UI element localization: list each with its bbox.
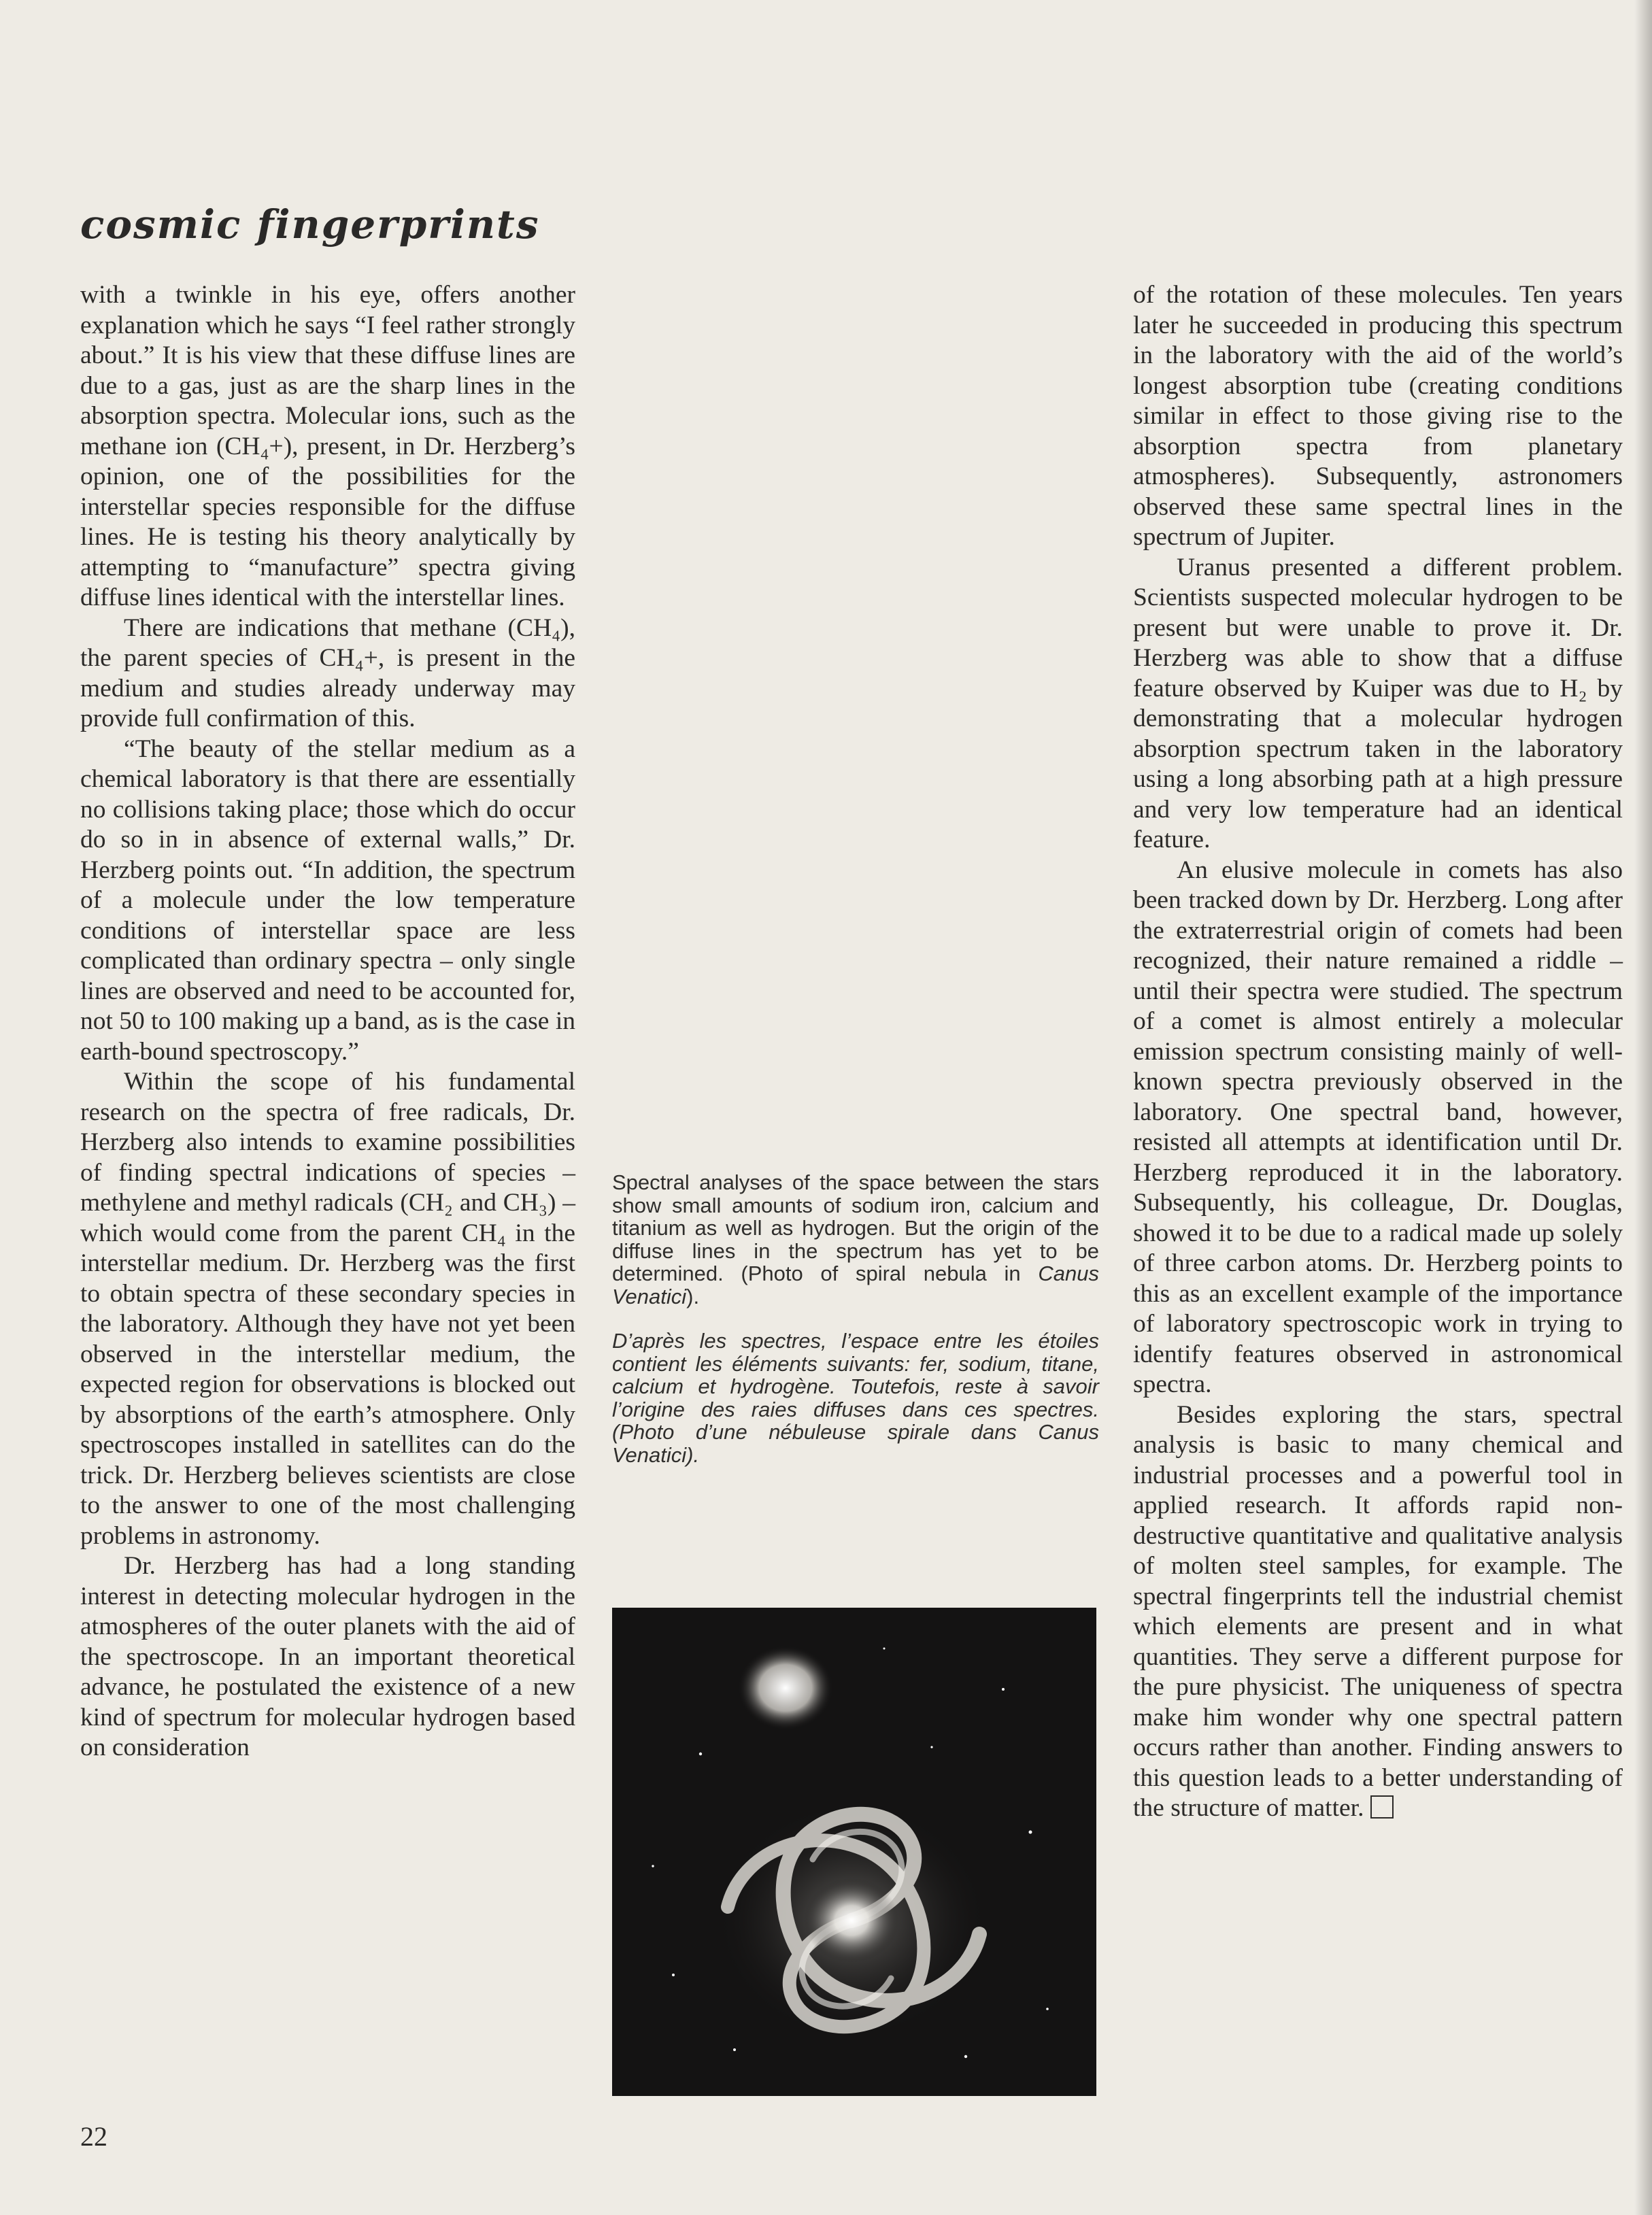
photo-caption-french <box>612 1330 1099 1466</box>
paragraph: Dr. Herzberg has had a long standing interest in detecting molecular hydrogen in the atmospheres of the outer planets with the aid of the spectroscope. In an important theoretical advance, he postulated the existence of a new kind of spectrum for molecular hydrogen based on consideration <box>80 1552 575 1761</box>
paragraph: There are indications that methane (CH₄), the parent species of CH₄+, is present in the medium and studies already underway may provide full confirmation of this. <box>80 613 575 732</box>
paragraph: of the rotation of these molecules. Ten years later he succeeded in producing this spectrum in the laboratory with the aid of the world’s longest absorption tube (creating conditions similar in effect to those giving rise to the absorption spectra from planetary atmospheres). Subsequently, astronomers observed these same spectral lines in the spectrum of Jupiter. <box>1133 281 1623 551</box>
caption-tail: ). <box>686 1284 700 1308</box>
running-header: cosmic fingerprints <box>80 201 540 248</box>
paragraph: Within the scope of his fundamental research on the spectra of free radicals, Dr. Herzberg also intends to examine possibilities of finding spectral indications of species – methylene and methyl radicals (CH₂ and CH₃) – which would come from the parent CH₄ in the interstellar medium. Dr. Herzberg was the first to obtain spectra of these secondary species in the laboratory. Although they have not yet been observed in the interstellar medium, the expected region for observations is blocked out by absorptions of the earth’s atmosphere. Only spectroscopes installed in satellites can do the trick. Dr. Herzberg believes scientists are close to the answer to one of the most challenging problems in astronomy. <box>80 1068 575 1550</box>
paragraph: with a twinkle in his eye, offers another explanation which he says “I feel rather strongly about.” It is his view that these diffuse lines are due to a gas, just as are the sharp lines in the absorption spectra. Molecular ions, such as the methane ion (CH₄+), present, in Dr. Herzberg’s opinion, one of the possibilities for the interstellar species responsible for the diffuse lines. He is testing his theory analytically by attempting to “manufacture” spectra giving diffuse lines identical with the interstellar lines. <box>80 281 575 611</box>
spiral-nebula-photo <box>612 1608 1096 2096</box>
page-number: 22 <box>80 2121 107 2152</box>
paragraph-text: Besides exploring the stars, spectral analysis is basic to many chemical and industrial processes and a powerful tool in applied research. It affords rapid non-destructive quantitative and qualitative analysis of molten steel samples, for example. The spectral fingerprints tell the industrial chemist which elements are present and in what quantities. They serve a different purpose for the pure physicist. The uniqueness of spectra make him wonder why one spectral pattern occurs rather than another. Finding answers to this question leads to a better understanding of the structure of matter. <box>1133 1400 1623 1822</box>
paragraph: “The beauty of the stellar medium as a chemical laboratory is that there are essentially no collisions taking place; those which do occur do so in in absence of external walls,” Dr. Herzberg points out. “In addition, the spectrum of a molecule under the low temperature conditions of interstellar space are less complicated than ordinary spectra – only single lines are observed and need to be accounted for, not 50 to 100 making up a band, as is the case in earth-bound spectroscopy.” <box>80 734 575 1066</box>
caption-text-fr: D’après les spectres, l’espace entre les étoiles contient les éléments suivants: fer, sodium, titane, calcium et hydrogène. Toutefois, reste à savoir l’origine des raies diffuses dans ces spectres. (Photo d’une nébuleuse spirale dans Canus Venatici). <box>612 1329 1099 1467</box>
caption-text: Spectral analyses of the space between the stars show small amounts of sodium iron, calcium and titanium as well as hydrogen. But the origin of the diffuse lines in the spectrum has yet to be determined. (Photo of spiral nebula in <box>612 1170 1099 1285</box>
caption-italic-name: Canus Venatici <box>612 1262 1099 1308</box>
end-of-article-mark <box>1370 1795 1394 1819</box>
galaxy-image <box>612 1608 1096 2096</box>
paragraph: An elusive molecule in comets has also been tracked down by Dr. Herzberg. Long after the extraterrestrial origin of comets had been recognized, their nature remained a riddle – until their spectra were studied. The spectrum of a comet is almost entirely a molecular emission spectrum consisting mainly of well-known spectra previously observed in the laboratory. One spectral band, however, resisted all attempts at identification until Dr. Herzberg reproduced it in the laboratory. Subsequently, his colleague, Dr. Douglas, showed it to be due to a radical made up solely of three carbon atoms. Dr. Herzberg points to this as an excellent example of the importance of laboratory spectroscopic work in trying to identify features observed in astronomical spectra. <box>1133 856 1623 1398</box>
paragraph: Uranus presented a different problem. Scientists suspected molecular hydrogen to be present but were unable to prove it. Dr. Herzberg was able to show that a diffuse feature observed by Kuiper was due to H₂ by demonstrating that a molecular hydrogen absorption spectrum taken in the laboratory using a long absorbing path at a high pressure and very low temperature had an identical feature. <box>1133 553 1623 853</box>
left-column <box>80 280 575 1763</box>
right-column <box>1133 280 1623 1824</box>
photo-caption-english <box>612 1171 1099 1308</box>
page-edge-shadow <box>1634 0 1652 2215</box>
paragraph-final <box>1133 1400 1623 1824</box>
